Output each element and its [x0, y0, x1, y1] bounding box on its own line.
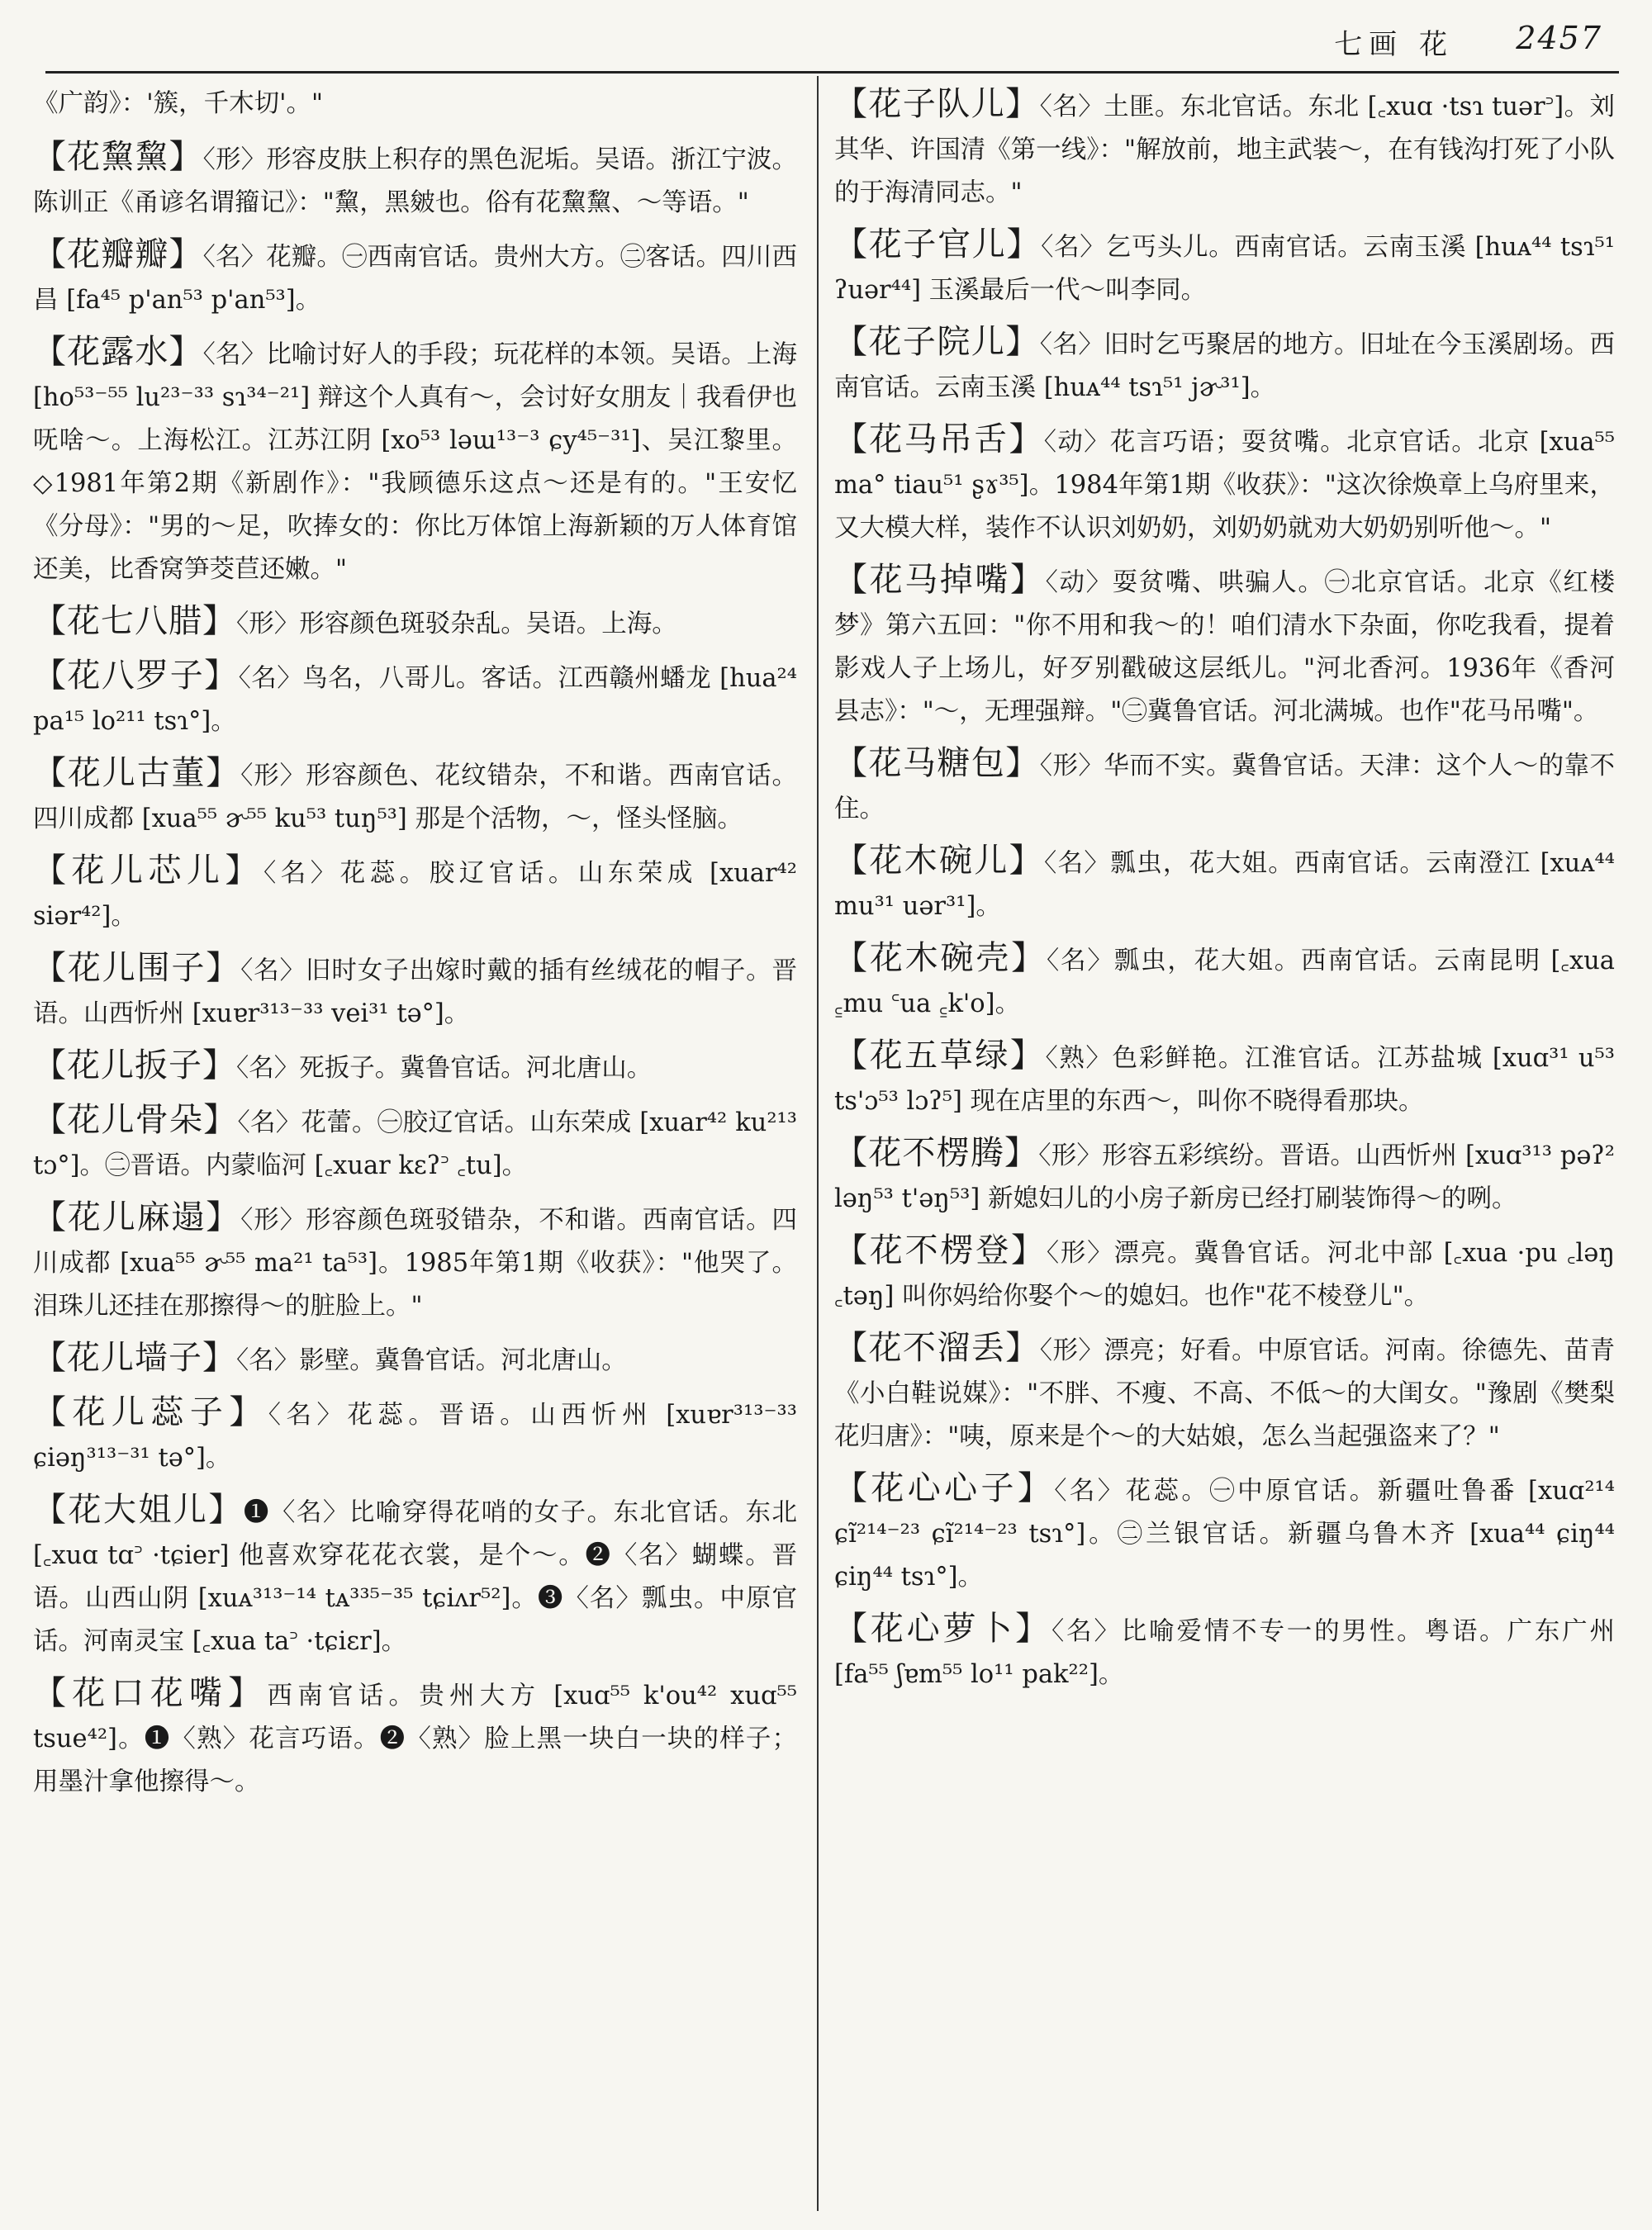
- dictionary-entry: [33, 752, 797, 841]
- entry-definition: 〈名〉鸟名，八哥儿。客话。江西赣州蟠龙 [hua²⁴ pa¹⁵ lo²¹¹ tsɿ°]。: [33, 664, 797, 736]
- dictionary-entry: [834, 1467, 1615, 1599]
- entry-definition: 〈名〉影壁。冀鲁官话。河北唐山。: [236, 1346, 627, 1375]
- entry-headword: 【花儿扳子】: [33, 1046, 236, 1084]
- entry-headword: 【花八罗子】: [33, 657, 239, 695]
- right-entry-list: [834, 83, 1615, 1696]
- dictionary-entry: [33, 135, 797, 225]
- dictionary-entry: [834, 83, 1615, 215]
- entry-headword: 【花儿骨朵】: [33, 1101, 238, 1139]
- dictionary-entry: [834, 937, 1615, 1026]
- entry-definition: 〈形〉华而不实。冀鲁官话。天津：这个人～的靠不住。: [834, 752, 1615, 823]
- dictionary-entry: [834, 1607, 1615, 1696]
- entry-definition: 〈名〉花蕊。晋语。山西忻州 [xuɐr³¹³⁻³³ ɕiəŋ³¹³⁻³¹ tə°]。: [33, 1401, 797, 1473]
- dictionary-entry: [33, 1044, 797, 1090]
- dictionary-entry: [33, 1098, 797, 1188]
- entry-definition: 〈名〉花瓣。㊀西南官话。贵州大方。㊁客话。四川西昌 [fa⁴⁵ p'an⁵³ p'an⁵³]。: [33, 243, 797, 315]
- entry-definition: 〈形〉形容五彩缤纷。晋语。山西忻州 [xuɑ³¹³ pəʔ² ləŋ⁵³ t'əŋ⁵³] 新媳妇儿的小房子新房已经打刷装饰得～的咧。: [834, 1141, 1615, 1213]
- continuation-text: 《广韵》：'簇，千木切'。": [33, 89, 324, 118]
- dictionary-entry: [33, 849, 797, 938]
- entry-headword: 【花子官儿】: [834, 225, 1042, 263]
- entry-headword: 【花心心子】: [834, 1469, 1055, 1507]
- entry-headword: 【花儿围子】: [33, 949, 241, 987]
- entry-headword: 【花马掉嘴】: [834, 561, 1046, 599]
- entry-definition: 〈名〉土匪。东北官话。东北 [꜀xuɑ ·tsɿ tuər꜄]。刘其华、许国清《第一线》："解放前，地主武装～，在有钱沟打死了小队的于海清同志。": [834, 93, 1615, 207]
- entry-headword: 【花木碗儿】: [834, 842, 1044, 880]
- dictionary-entry: [33, 947, 797, 1036]
- entry-headword: 【花儿芯儿】: [33, 852, 264, 890]
- dictionary-entry: [834, 839, 1615, 928]
- section-title: 七画 花: [1334, 28, 1454, 61]
- entry-definition: 〈熟〉色彩鲜艳。江淮官话。江苏盐城 [xuɑ³¹ u⁵³ ts'ɔ⁵³ lɔʔ⁵] 现在店里的东西～，叫你不晓得看那块。: [834, 1044, 1615, 1116]
- entry-headword: 【花五草绿】: [834, 1037, 1046, 1075]
- dictionary-entry: [834, 223, 1615, 312]
- entry-definition: 〈形〉形容颜色、花纹错杂，不和谐。西南官话。四川成都 [xua⁵⁵ ɚ⁵⁵ ku⁵³ tuŋ⁵³] 那是个活物，～，怪头怪脑。: [33, 762, 797, 833]
- entry-headword: 【花露水】: [33, 333, 203, 371]
- page-number: 2457: [1516, 20, 1602, 56]
- dictionary-entry: [834, 1034, 1615, 1123]
- dictionary-entry: [834, 1229, 1615, 1318]
- dictionary-entry: [33, 233, 797, 322]
- entry-definition: 〈名〉花蕊。胶辽官话。山东荣成 [xuar⁴² siər⁴²]。: [33, 859, 797, 931]
- entry-definition: 〈名〉比喻讨好人的手段；玩花样的本领。吴语。上海 [ho⁵³⁻⁵⁵ lu²³⁻³³ sɿ³⁴⁻²¹] 辩这个人真有～，会讨好女朋友｜我看伊也呒啥～。上海松江。江苏江阴 [xo⁵³ ləɯ¹³⁻³ ɕy⁴⁵⁻³¹]、吴江黎里。◇1981年第2期《新剧作》："我顾德乐这点～还是有的。"王安忆《分母》："男的～足，吹捧女的：你比万体馆上海新颖的万人体育馆还美，比香窝笋茭苣还嫩。": [33, 340, 797, 584]
- entry-definition: 西南官话。贵州大方 [xuɑ⁵⁵ k'ou⁴² xuɑ⁵⁵ tsue⁴²]。❶〈熟〉花言巧语。❷〈熟〉脸上黑一块白一块的样子；用墨汁拿他擦得～。: [33, 1682, 797, 1796]
- entry-definition: 〈名〉乞丐头儿。西南官话。云南玉溪 [huᴀ⁴⁴ tsɿ⁵¹ ʔuər⁴⁴] 玉溪最后一代～叫李同。: [834, 233, 1615, 305]
- entry-definition: 〈形〉漂亮。冀鲁官话。河北中部 [꜀xua ·pu ꜀ləŋ ꜀təŋ] 叫你妈给你娶个～的媳妇。也作"花不棱登儿"。: [834, 1239, 1615, 1311]
- entry-headword: 【花黧黧】: [33, 138, 203, 176]
- entry-headword: 【花不溜丢】: [834, 1329, 1040, 1367]
- entry-definition: 〈名〉瓢虫，花大姐。西南官话。云南昆明 [꜀xua ꜁mu ꜂ua ꜁k'o]。: [834, 947, 1615, 1018]
- entry-headword: 【花大姐儿】: [33, 1491, 244, 1529]
- column-divider: [817, 76, 819, 2211]
- entry-headword: 【花儿古董】: [33, 754, 241, 792]
- dictionary-entry: [33, 1196, 797, 1328]
- entry-definition: 〈名〉死扳子。冀鲁官话。河北唐山。: [236, 1054, 653, 1083]
- entry-definition: 〈名〉旧时乞丐聚居的地方。旧址在今玉溪剧场。西南官话。云南玉溪 [huᴀ⁴⁴ tsɿ⁵¹ jɚ³¹]。: [834, 330, 1615, 402]
- dictionary-entry: [33, 330, 797, 591]
- entry-definition: 〈形〉形容皮肤上积存的黑色泥垢。吴语。浙江宁波。陈训正《甬谚名谓籀记》："黧，黑皴也。俗有花黧黧、～等语。": [33, 145, 797, 217]
- dictionary-entry: [834, 1132, 1615, 1221]
- entry-definition: 〈形〉形容颜色斑驳错杂，不和谐。西南官话。四川成都 [xua⁵⁵ ɚ⁵⁵ ma²¹ ta⁵³]。1985年第1期《收获》："他哭了。泪珠儿还挂在那擦得～的脏脸上。": [33, 1206, 797, 1321]
- entry-headword: 【花心萝卜】: [834, 1610, 1052, 1648]
- page-header: [0, 0, 1652, 69]
- entry-headword: 【花儿麻遢】: [33, 1198, 241, 1236]
- entry-definition: 〈名〉花蕾。㊀胶辽官话。山东荣成 [xuar⁴² ku²¹³ tɔ°]。㊁晋语。内蒙临河 [꜀xuar kɛʔ꜄ ꜀tu]。: [33, 1108, 797, 1180]
- entry-headword: 【花口花嘴】: [33, 1674, 268, 1712]
- left-entry-list: [33, 135, 797, 1804]
- entry-definition: 〈名〉花蕊。㊀中原官话。新疆吐鲁番 [xuɑ²¹⁴ ɕĩ²¹⁴⁻²³ ɕĩ²¹⁴⁻²³ tsɿ°]。㊁兰银官话。新疆乌鲁木齐 [xua⁴⁴ ɕiŋ⁴⁴ ɕiŋ⁴⁴ tsɿ°]。: [834, 1477, 1615, 1592]
- dictionary-entry: [834, 742, 1615, 831]
- entry-headword: 【花儿墙子】: [33, 1339, 236, 1377]
- entry-definition: 〈名〉旧时女子出嫁时戴的插有丝绒花的帽子。晋语。山西忻州 [xuɐr³¹³⁻³³ vei³¹ tə°]。: [33, 956, 797, 1028]
- dictionary-entry: [834, 418, 1615, 550]
- entry-headword: 【花子院儿】: [834, 323, 1040, 361]
- entry-headword: 【花儿蕊子】: [33, 1393, 268, 1431]
- dictionary-entry: [33, 600, 797, 646]
- entry-definition: 〈动〉花言巧语；耍贫嘴。北京官话。北京 [xua⁵⁵ ma° tiau⁵¹ ʂɤ³⁵]。1984年第1期《收获》："这次徐焕章上乌府里来，又大模大样，装作不认识刘奶奶，刘奶奶就劝大奶奶别听他～。": [834, 428, 1615, 543]
- dictionary-entry: [33, 1672, 797, 1804]
- dictionary-entry: [33, 1391, 797, 1480]
- entry-headword: 【花木碗壳】: [834, 939, 1047, 977]
- header-rule: [45, 71, 1619, 74]
- entry-headword: 【花不楞腾】: [834, 1134, 1039, 1172]
- entry-definition: 〈动〉耍贫嘴、哄骗人。㊀北京官话。北京《红楼梦》第六五回："你不用和我～的！咱们清水下杂面，你吃我看，提着影戏人子上场儿，好歹别戳破这层纸儿。"河北香河。1936年《香河县志》："～，无理强辩。"㊁冀鲁官话。河北满城。也作"花马吊嘴"。: [834, 568, 1615, 726]
- entry-definition: ❶〈名〉比喻穿得花哨的女子。东北官话。东北 [꜀xuɑ tɑ꜄ ·tɕier] 他喜欢穿花花衣裳，是个～。❷〈名〉蝴蝶。晋语。山西山阴 [xuᴀ³¹³⁻¹⁴ tᴀ³³⁵⁻³⁵ tɕiʌr⁵²]。❸〈名〉瓢虫。中原官话。河南灵宝 [꜀xua ta꜄ ·tɕiɛr]。: [33, 1498, 797, 1656]
- dictionary-entry: [834, 1326, 1615, 1459]
- dictionary-entry: [33, 1336, 797, 1383]
- entry-headword: 【花子队儿】: [834, 85, 1040, 123]
- right-column: [834, 83, 1615, 2222]
- dictionary-entry: [834, 558, 1615, 733]
- entry-headword: 【花七八腊】: [33, 602, 236, 640]
- entry-definition: 〈名〉瓢虫，花大姐。西南官话。云南澄江 [xuᴀ⁴⁴ mu³¹ uər³¹]。: [834, 849, 1615, 921]
- entry-headword: 【花不楞登】: [834, 1231, 1047, 1269]
- left-column: [33, 83, 797, 2222]
- entry-headword: 【花马吊舌】: [834, 420, 1044, 458]
- entry-definition: 〈形〉漂亮；好看。中原官话。河南。徐德先、苗青《小白鞋说媒》："不胖、不瘦、不高、不低～的大闺女。"豫剧《樊梨花归唐》："咦，原来是个～的大姑娘，怎么当起强盗来了？": [834, 1336, 1615, 1451]
- dictionary-entry: [33, 654, 797, 743]
- entry-headword: 【花马糖包】: [834, 744, 1040, 782]
- entry-headword: 【花瓣瓣】: [33, 235, 203, 273]
- entry-definition: 〈名〉比喻爱情不专一的男性。粤语。广东广州 [fa⁵⁵ ʃɐm⁵⁵ lo¹¹ pak²²]。: [834, 1617, 1615, 1689]
- dictionary-entry: [33, 1488, 797, 1663]
- dictionary-entry: [834, 320, 1615, 410]
- entry-definition: 〈形〉形容颜色斑驳杂乱。吴语。上海。: [236, 610, 677, 638]
